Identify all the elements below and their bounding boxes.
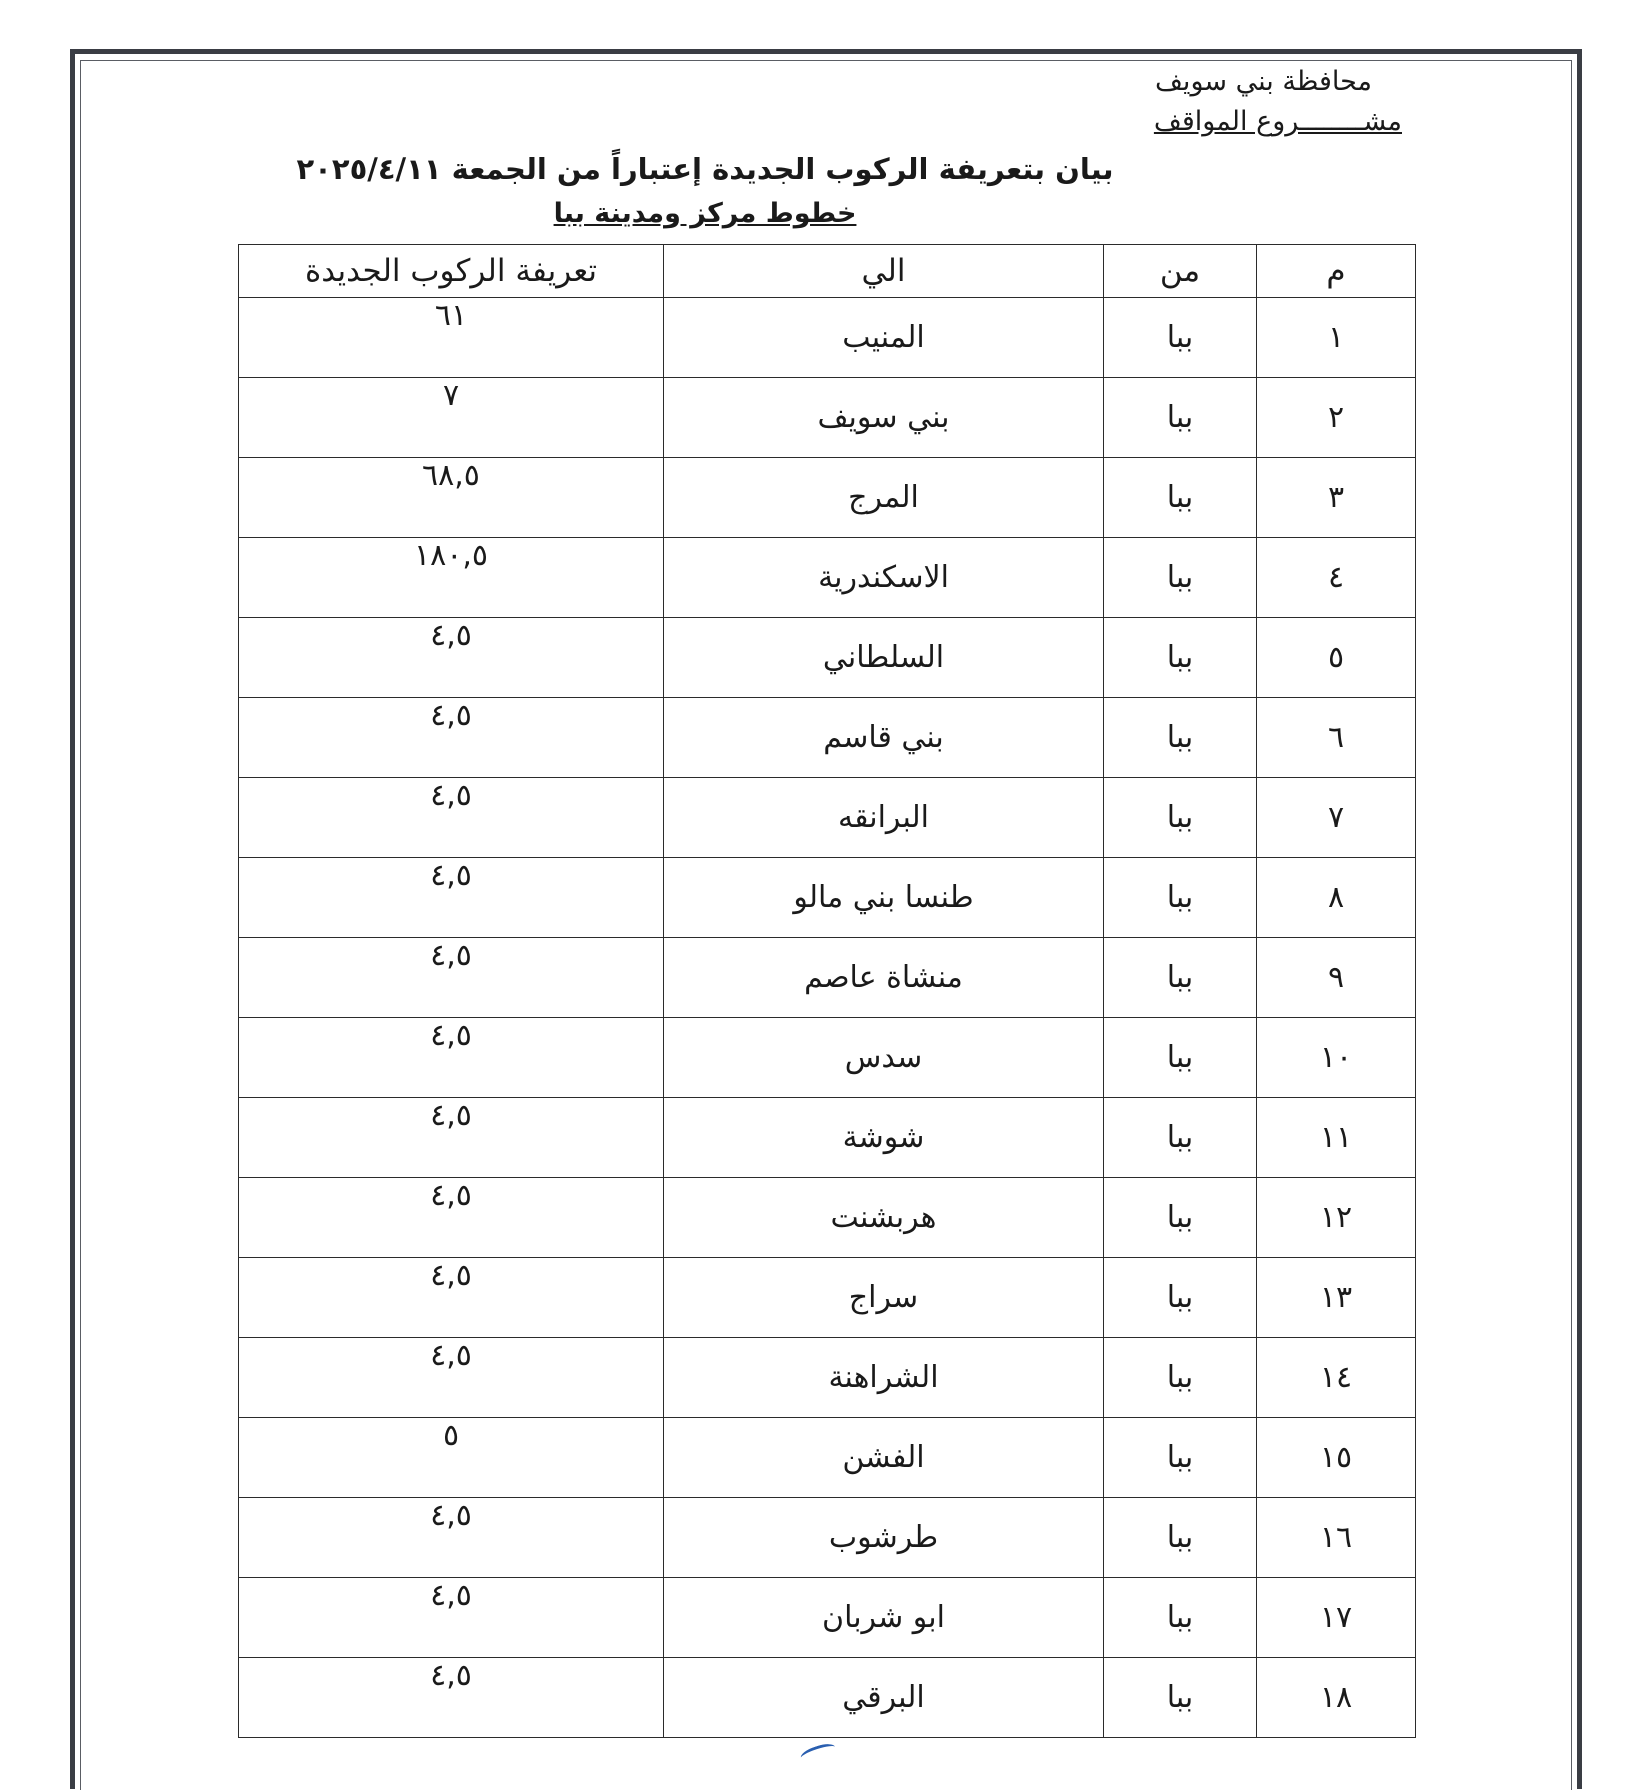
table-row <box>239 1098 1416 1178</box>
table-header-row <box>239 245 1416 298</box>
cell-fare: ٤,٥ <box>239 778 664 858</box>
cell-no: ١٨ <box>1257 1658 1416 1738</box>
cell-no: ١٥ <box>1257 1418 1416 1498</box>
cell-to: المرج <box>664 458 1104 538</box>
cell-to: شوشة <box>664 1098 1104 1178</box>
cell-from: ببا <box>1104 938 1257 1018</box>
cell-from: ببا <box>1104 1098 1257 1178</box>
fare-table <box>238 244 1416 1738</box>
header-no: م <box>1257 245 1416 298</box>
cell-fare: ٤,٥ <box>239 1498 664 1578</box>
table-row <box>239 698 1416 778</box>
cell-to: بني قاسم <box>664 698 1104 778</box>
cell-from: ببا <box>1104 538 1257 618</box>
cell-no: ٤ <box>1257 538 1416 618</box>
cell-to: السلطاني <box>664 618 1104 698</box>
cell-fare: ٤,٥ <box>239 858 664 938</box>
table-row <box>239 1338 1416 1418</box>
cell-fare: ٦١ <box>239 298 664 378</box>
table-row <box>239 618 1416 698</box>
table-row <box>239 1498 1416 1578</box>
table-row <box>239 1178 1416 1258</box>
cell-to: ابو شربان <box>664 1578 1104 1658</box>
cell-no: ١٦ <box>1257 1498 1416 1578</box>
cell-no: ٨ <box>1257 858 1416 938</box>
table-row <box>239 538 1416 618</box>
table-row <box>239 1258 1416 1338</box>
table-row <box>239 458 1416 538</box>
project-heading: مشــــــــروع المواقف <box>1153 106 1402 137</box>
governorate-heading: محافظة بني سويف <box>1154 66 1372 97</box>
cell-from: ببا <box>1104 698 1257 778</box>
cell-from: ببا <box>1104 1578 1257 1658</box>
cell-from: ببا <box>1104 1258 1257 1338</box>
cell-no: ١١ <box>1257 1098 1416 1178</box>
cell-to: البرقي <box>664 1658 1104 1738</box>
cell-no: ٥ <box>1257 618 1416 698</box>
cell-to: طرشوب <box>664 1498 1104 1578</box>
cell-no: ٧ <box>1257 778 1416 858</box>
table-row <box>239 298 1416 378</box>
cell-fare: ٤,٥ <box>239 1098 664 1178</box>
cell-from: ببا <box>1104 858 1257 938</box>
cell-from: ببا <box>1104 298 1257 378</box>
cell-fare: ٤,٥ <box>239 938 664 1018</box>
table-row <box>239 378 1416 458</box>
cell-no: ٦ <box>1257 698 1416 778</box>
cell-from: ببا <box>1104 778 1257 858</box>
table-row <box>239 1418 1416 1498</box>
cell-fare: ٤,٥ <box>239 1258 664 1338</box>
cell-to: الفشن <box>664 1418 1104 1498</box>
cell-no: ١٠ <box>1257 1018 1416 1098</box>
cell-fare: ١٨٠,٥ <box>239 538 664 618</box>
cell-from: ببا <box>1104 1018 1257 1098</box>
header-to: الي <box>664 245 1104 298</box>
cell-no: ١٤ <box>1257 1338 1416 1418</box>
cell-fare: ٤,٥ <box>239 1018 664 1098</box>
cell-from: ببا <box>1104 378 1257 458</box>
cell-from: ببا <box>1104 1658 1257 1738</box>
table-row <box>239 938 1416 1018</box>
cell-no: ٩ <box>1257 938 1416 1018</box>
cell-to: هربشنت <box>664 1178 1104 1258</box>
cell-to: بني سويف <box>664 378 1104 458</box>
cell-to: البرانقه <box>664 778 1104 858</box>
cell-to: الاسكندرية <box>664 538 1104 618</box>
header-from: من <box>1104 245 1257 298</box>
table-row <box>239 1018 1416 1098</box>
page-subtitle: خطوط مركز ومدينة ببا <box>553 198 857 229</box>
cell-from: ببا <box>1104 618 1257 698</box>
cell-fare: ٤,٥ <box>239 698 664 778</box>
cell-from: ببا <box>1104 458 1257 538</box>
cell-to: سدس <box>664 1018 1104 1098</box>
header-fare: تعريفة الركوب الجديدة <box>239 245 664 298</box>
cell-fare: ٤,٥ <box>239 1338 664 1418</box>
cell-no: ١٣ <box>1257 1258 1416 1338</box>
table-row <box>239 778 1416 858</box>
fare-table-body <box>239 298 1416 1738</box>
cell-to: سراج <box>664 1258 1104 1338</box>
cell-no: ٢ <box>1257 378 1416 458</box>
cell-fare: ٦٨,٥ <box>239 458 664 538</box>
cell-fare: ٤,٥ <box>239 618 664 698</box>
cell-no: ١٧ <box>1257 1578 1416 1658</box>
cell-from: ببا <box>1104 1418 1257 1498</box>
cell-from: ببا <box>1104 1338 1257 1418</box>
cell-to: الشراهنة <box>664 1338 1104 1418</box>
table-row <box>239 858 1416 938</box>
cell-no: ٣ <box>1257 458 1416 538</box>
cell-fare: ٤,٥ <box>239 1578 664 1658</box>
table-row <box>239 1578 1416 1658</box>
cell-no: ١٢ <box>1257 1178 1416 1258</box>
cell-from: ببا <box>1104 1178 1257 1258</box>
cell-no: ١ <box>1257 298 1416 378</box>
cell-fare: ٤,٥ <box>239 1178 664 1258</box>
table-row <box>239 1658 1416 1738</box>
cell-to: طنسا بني مالو <box>664 858 1104 938</box>
cell-fare: ٧ <box>239 378 664 458</box>
cell-fare: ٥ <box>239 1418 664 1498</box>
page-title: بيان بتعريفة الركوب الجديدة إعتباراً من الجمعة ٢٠٢٥/٤/١١ <box>296 152 1114 186</box>
cell-fare: ٤,٥ <box>239 1658 664 1738</box>
cell-from: ببا <box>1104 1498 1257 1578</box>
cell-to: المنيب <box>664 298 1104 378</box>
cell-to: منشاة عاصم <box>664 938 1104 1018</box>
